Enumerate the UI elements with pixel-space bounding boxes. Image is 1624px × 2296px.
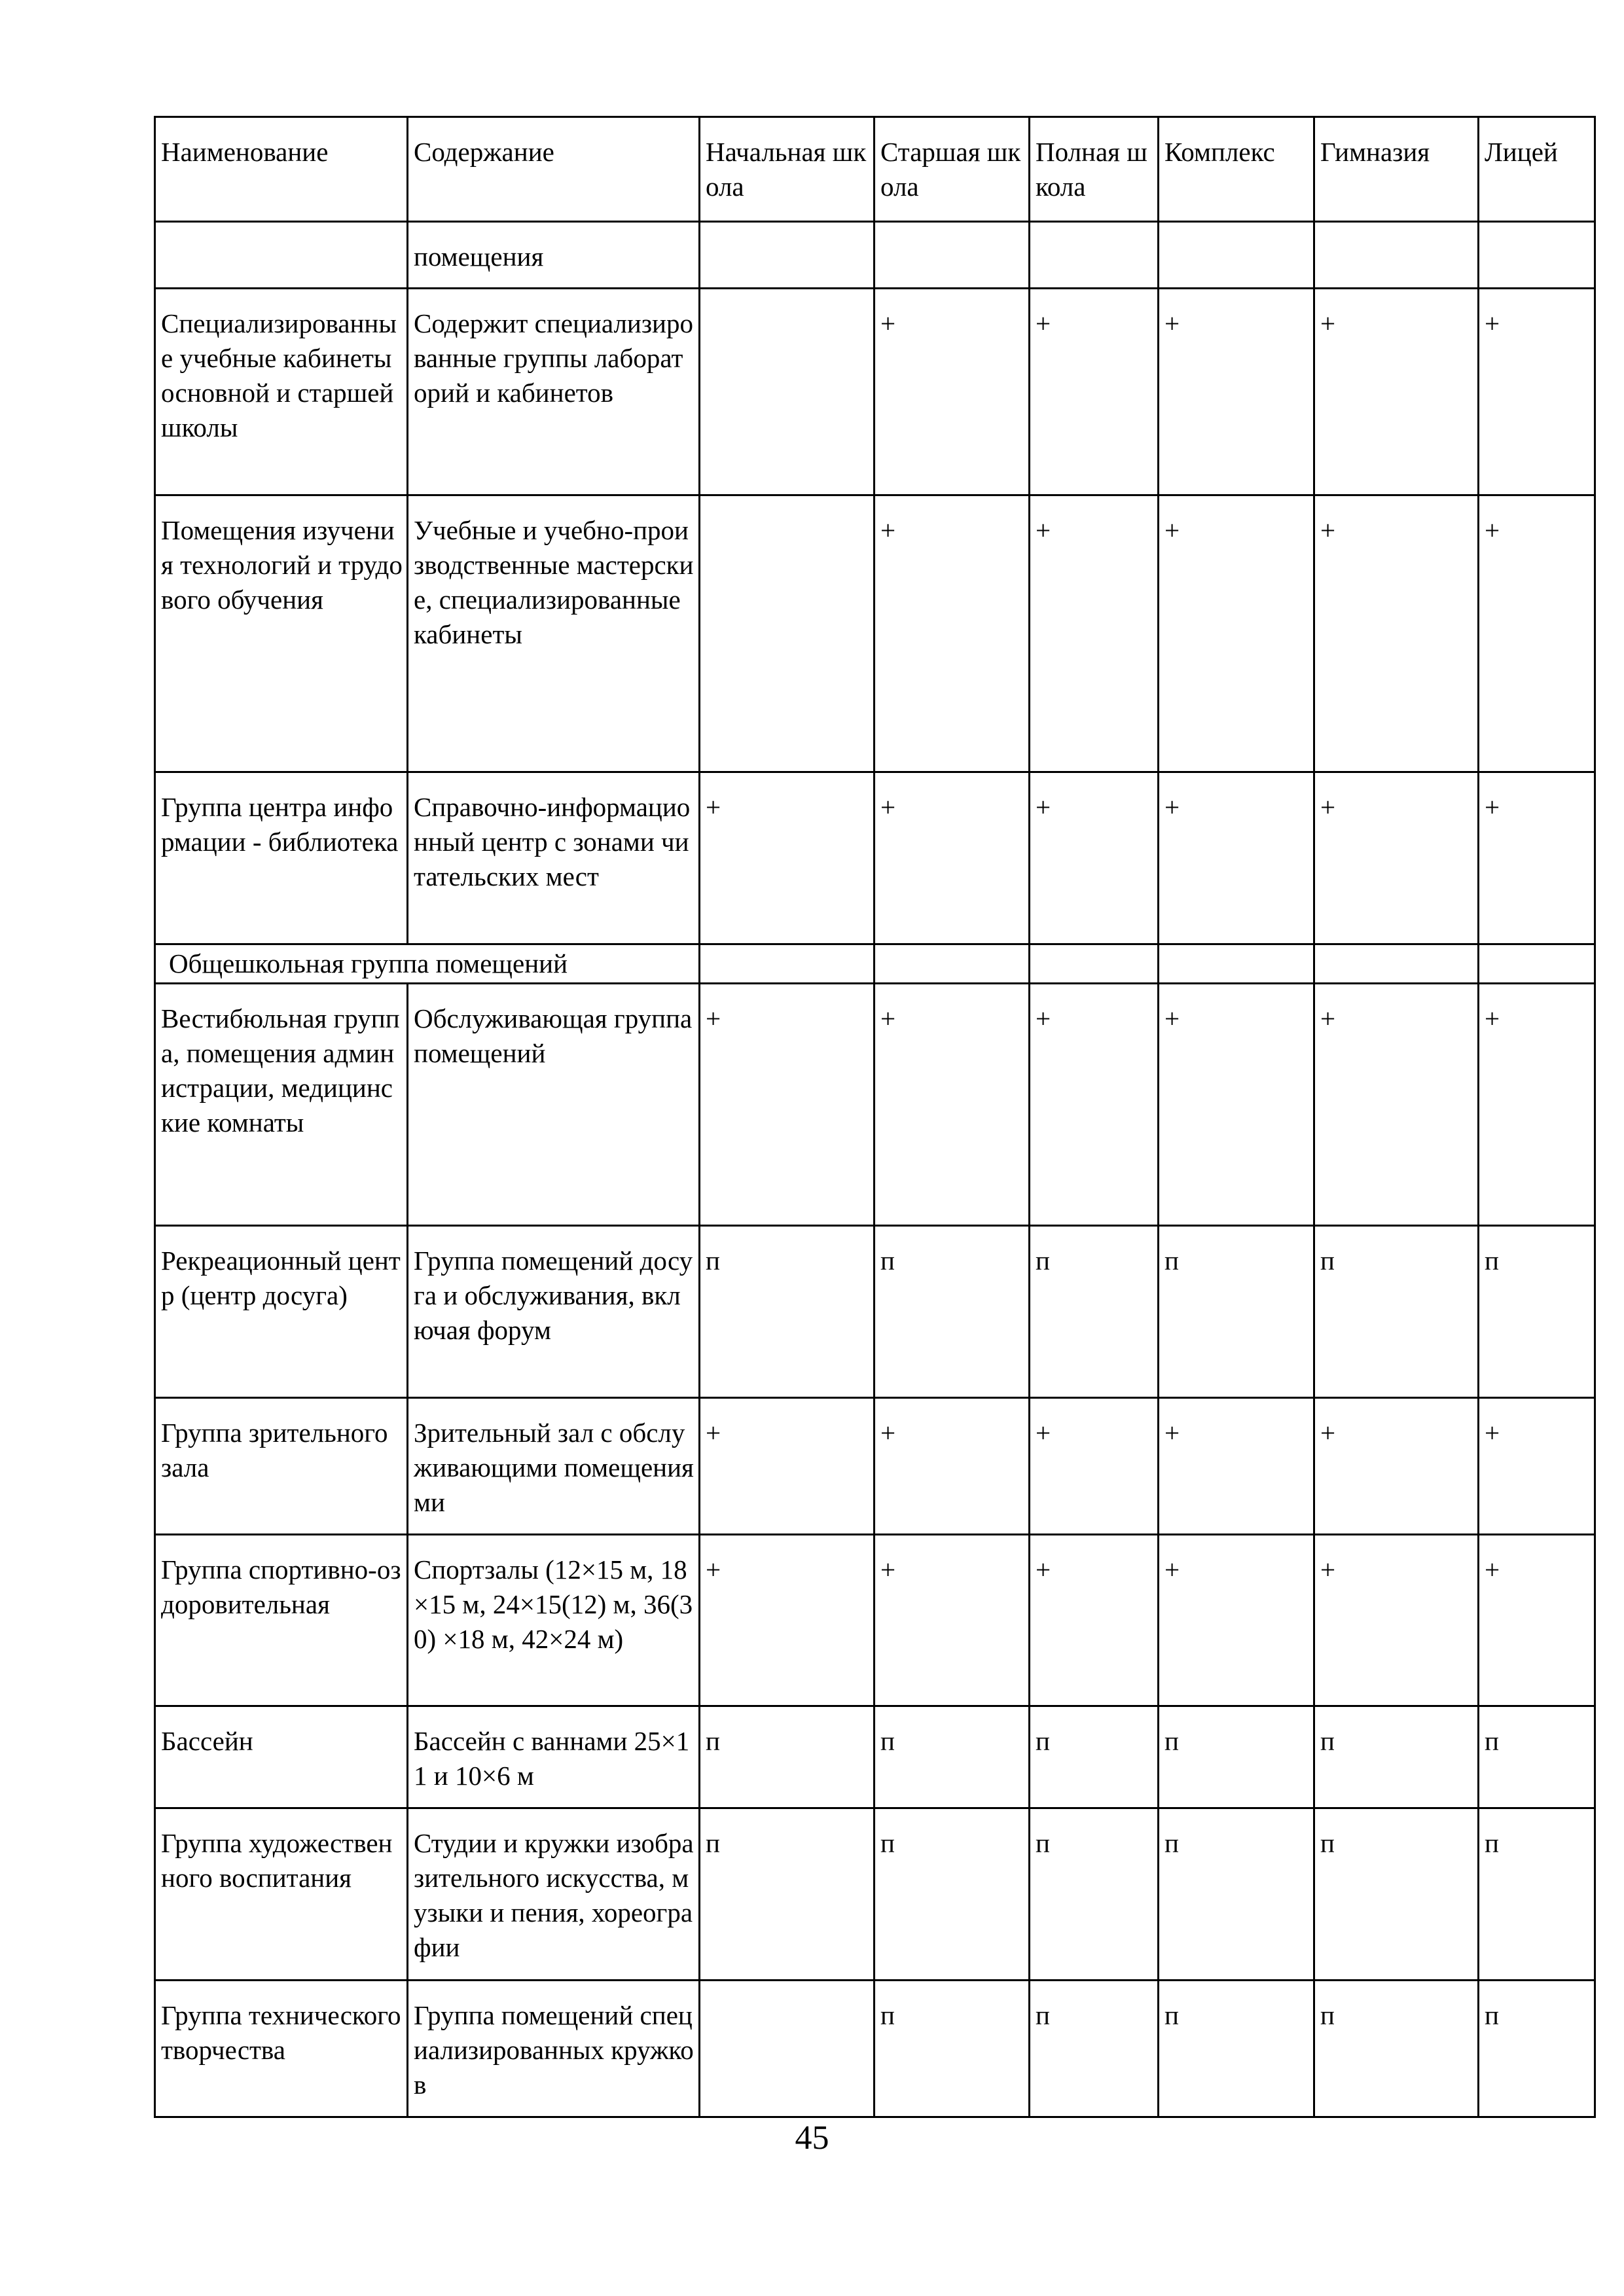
mark-full-school: п (1030, 1706, 1159, 1808)
mark-complex: + (1159, 984, 1314, 1226)
page-number: 45 (795, 2119, 829, 2157)
mark-complex: + (1159, 772, 1314, 944)
mark-primary-school: п (700, 1226, 875, 1398)
table-row (155, 1535, 1595, 1706)
table-row (155, 1981, 1595, 2117)
mark-full-school: + (1030, 772, 1159, 944)
section-row (155, 944, 1595, 984)
mark-senior-school: + (875, 1398, 1030, 1535)
header-complex: Комплекс (1159, 117, 1314, 222)
mark-complex: + (1159, 289, 1314, 495)
mark-full-school (1030, 222, 1159, 289)
row-name (155, 222, 408, 289)
mark-gymnasium: п (1314, 1226, 1479, 1398)
row-content: Группа помещений специализированных кружков (408, 1981, 700, 2117)
mark-full-school: + (1030, 495, 1159, 772)
row-name: Группа зрительного зала (155, 1398, 408, 1535)
mark-gymnasium: + (1314, 1535, 1479, 1706)
mark-senior-school: п (875, 1226, 1030, 1398)
mark-lyceum: п (1479, 1981, 1595, 2117)
mark-complex: + (1159, 495, 1314, 772)
mark-lyceum: п (1479, 1706, 1595, 1808)
mark-senior-school: п (875, 1706, 1030, 1808)
header-primary-school: Начальная школа (700, 117, 875, 222)
mark-gymnasium: + (1314, 984, 1479, 1226)
row-name: Помещения изучения технологий и трудового обучения (155, 495, 408, 772)
row-content: Учебные и учебно-производственные мастерские, специализированные кабинеты (408, 495, 700, 772)
row-name: Специализированные учебные кабинеты основной и старшей школы (155, 289, 408, 495)
mark-primary-school (700, 1981, 875, 2117)
row-name: Группа спортивно-оздоровительная (155, 1535, 408, 1706)
mark-gymnasium: п (1314, 1808, 1479, 1981)
row-content: Обслуживающая группа помещений (408, 984, 700, 1226)
mark-primary-school (700, 289, 875, 495)
mark-senior-school: п (875, 1981, 1030, 2117)
header-gymnasium: Гимназия (1314, 117, 1479, 222)
header-full-school: Полная школа (1030, 117, 1159, 222)
mark-primary-school: + (700, 1398, 875, 1535)
row-name: Рекреационный центр (центр досуга) (155, 1226, 408, 1398)
row-content: помещения (408, 222, 700, 289)
mark-full-school: п (1030, 1226, 1159, 1398)
mark-complex: + (1159, 1535, 1314, 1706)
mark-full-school: + (1030, 289, 1159, 495)
table-row (155, 1706, 1595, 1808)
mark-gymnasium: п (1314, 1706, 1479, 1808)
mark-senior-school: + (875, 984, 1030, 1226)
mark-complex: п (1159, 1981, 1314, 2117)
mark-complex: п (1159, 1706, 1314, 1808)
mark-lyceum: + (1479, 289, 1595, 495)
table-row (155, 495, 1595, 772)
header-content: Содержание (408, 117, 700, 222)
header-lyceum: Лицей (1479, 117, 1595, 222)
table-row (155, 1226, 1595, 1398)
mark-gymnasium: + (1314, 772, 1479, 944)
row-content: Бассейн с ваннами 25×11 и 10×6 м (408, 1706, 700, 1808)
mark-primary-school: п (700, 1808, 875, 1981)
row-content: Содержит специализированные группы лабораторий и кабинетов (408, 289, 700, 495)
mark-lyceum: + (1479, 984, 1595, 1226)
mark-gymnasium: + (1314, 495, 1479, 772)
mark-complex: п (1159, 1226, 1314, 1398)
table-row (155, 772, 1595, 944)
row-name: Группа центра информации - библиотека (155, 772, 408, 944)
table-row (155, 1398, 1595, 1535)
mark-gymnasium: + (1314, 1398, 1479, 1535)
mark-lyceum: п (1479, 1226, 1595, 1398)
row-name: Бассейн (155, 1706, 408, 1808)
facilities-table (154, 116, 1596, 2118)
mark-full-school: п (1030, 1808, 1159, 1981)
mark-primary-school (700, 222, 875, 289)
mark-primary-school: + (700, 772, 875, 944)
header-name: Наименование (155, 117, 408, 222)
table-row (155, 289, 1595, 495)
mark-senior-school: + (875, 289, 1030, 495)
row-content: Студии и кружки изобразительного искусства, музыки и пения, хореографии (408, 1808, 700, 1981)
mark-lyceum: п (1479, 1808, 1595, 1981)
mark-senior-school: п (875, 1808, 1030, 1981)
row-content: Спортзалы (12×15 м, 18×15 м, 24×15(12) м, 36(30) ×18 м, 42×24 м) (408, 1535, 700, 1706)
row-name: Вестибюльная группа, помещения администрации, медицинские комнаты (155, 984, 408, 1226)
mark-gymnasium (1314, 222, 1479, 289)
mark-senior-school (875, 222, 1030, 289)
table-row (155, 222, 1595, 289)
section-title: Общешкольная группа помещений (155, 944, 700, 984)
mark-primary-school: + (700, 984, 875, 1226)
mark-primary-school (700, 495, 875, 772)
mark-lyceum: + (1479, 1398, 1595, 1535)
mark-senior-school: + (875, 1535, 1030, 1706)
mark-full-school: + (1030, 984, 1159, 1226)
row-name: Группа художественного воспитания (155, 1808, 408, 1981)
mark-senior-school: + (875, 772, 1030, 944)
table-row (155, 984, 1595, 1226)
header-senior-school: Старшая школа (875, 117, 1030, 222)
mark-lyceum: + (1479, 495, 1595, 772)
mark-complex: + (1159, 1398, 1314, 1535)
row-content: Группа помещений досуга и обслуживания, включая форум (408, 1226, 700, 1398)
mark-gymnasium: п (1314, 1981, 1479, 2117)
mark-full-school: + (1030, 1535, 1159, 1706)
mark-lyceum: + (1479, 772, 1595, 944)
header-row (155, 117, 1595, 222)
mark-complex: п (1159, 1808, 1314, 1981)
mark-lyceum (1479, 222, 1595, 289)
mark-complex (1159, 222, 1314, 289)
mark-primary-school: п (700, 1706, 875, 1808)
mark-primary-school: + (700, 1535, 875, 1706)
row-name: Группа технического творчества (155, 1981, 408, 2117)
mark-gymnasium: + (1314, 289, 1479, 495)
table-row (155, 1808, 1595, 1981)
row-content: Зрительный зал с обслуживающими помещениями (408, 1398, 700, 1535)
row-content: Справочно-информационный центр с зонами читательских мест (408, 772, 700, 944)
mark-full-school: п (1030, 1981, 1159, 2117)
mark-senior-school: + (875, 495, 1030, 772)
mark-full-school: + (1030, 1398, 1159, 1535)
mark-lyceum: + (1479, 1535, 1595, 1706)
